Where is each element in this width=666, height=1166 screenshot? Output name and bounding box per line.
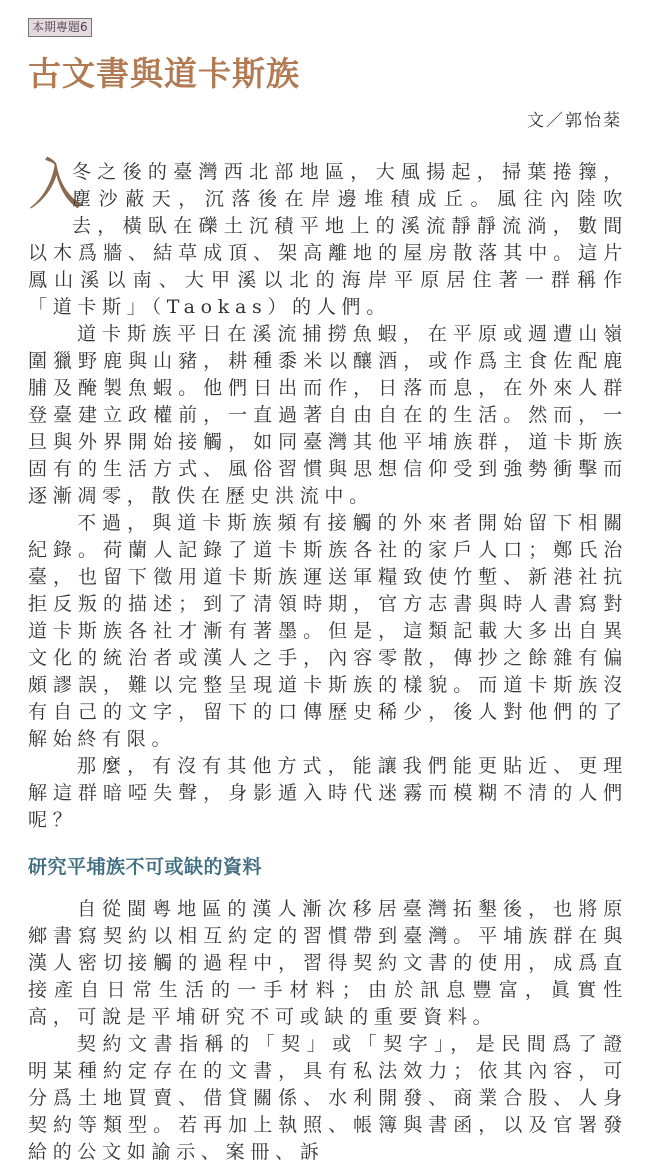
article-body: [28, 153, 628, 1166]
paragraph: [28, 153, 628, 321]
paragraph: 道卡斯族平日在溪流捕撈魚蝦，在平原或週遭山嶺圍獵野鹿與山豬，耕種黍米以釀酒，或作爲主食佐配鹿脯及醃製魚蝦。他們日出而作，日落而息，在外來人群登臺建立政權前，一直過著自由自在的生活。然而，一旦與外界開始接觸，如同臺灣其他平埔族群，道卡斯族固有的生活方式、風俗習慣與思想信仰受到強勢衝擊而逐漸凋零，散佚在歷史洪流中。: [28, 323, 628, 507]
paragraph: 契約文書指稱的「契」或「契字」，是民間爲了證明某種約定存在的文書，具有私法效力；依其內容，可分爲土地買賣、借貸關係、水利開發、商業合股、人身契約等類型。若再加上執照、帳簿與書函，以及官署發給的公文如諭示、案冊、訴: [28, 1033, 628, 1163]
author-byline: 文／郭怡棻: [527, 111, 622, 131]
section-heading: 研究平埔族不可或缺的資料: [28, 856, 263, 878]
paragraph: 那麼，有沒有其他方式，能讓我們能更貼近、更理解這群暗啞失聲，身影遁入時代迷霧而模糊不清的人們呢？: [28, 755, 628, 831]
drop-cap: 入: [28, 153, 90, 218]
paragraph: 自從閩粵地區的漢人漸次移居臺灣拓墾後，也將原鄉書寫契約以相互約定的習慣帶到臺灣。平埔族群在與漢人密切接觸的過程中，習得契約文書的使用，成爲直接產自日常生活的一手材料；由於訊息豐富，眞實性高，可說是平埔研究不可或缺的重要資料。: [28, 898, 628, 1028]
section-tag: 本期專題6: [28, 18, 92, 37]
article-title: 古文書與道卡斯族: [28, 54, 300, 93]
paragraph: 不過，與道卡斯族頻有接觸的外來者開始留下相關紀錄。荷蘭人記錄了道卡斯族各社的家戶人口；鄭氏治臺，也留下徵用道卡斯族運送軍糧致使竹塹、新港社抗拒反叛的描述；到了清領時期，官方志書與時人書寫對道卡斯族各社才漸有著墨。但是，這類記載大多出自異文化的統治者或漢人之手，內容零散，傳抄之餘雜有偏頗謬誤，難以完整呈現道卡斯族的樣貌。而道卡斯族沒有自己的文字，留下的口傳歷史稀少，後人對他們的了解始終有限。: [28, 512, 628, 750]
paragraph-text: 冬之後的臺灣西北部地區，大風揚起，掃葉捲籜，塵沙蔽天，沉落後在岸邊堆積成丘。風往內陸吹去，橫臥在礫土沉積平地上的溪流靜靜流淌，數間以木爲牆、結草成頂、架高離地的屋房散落其中。這片鳳山溪以南、大甲溪以北的海岸平原居住著一群稱作「道卡斯」（Taokas）的人們。: [28, 161, 628, 318]
